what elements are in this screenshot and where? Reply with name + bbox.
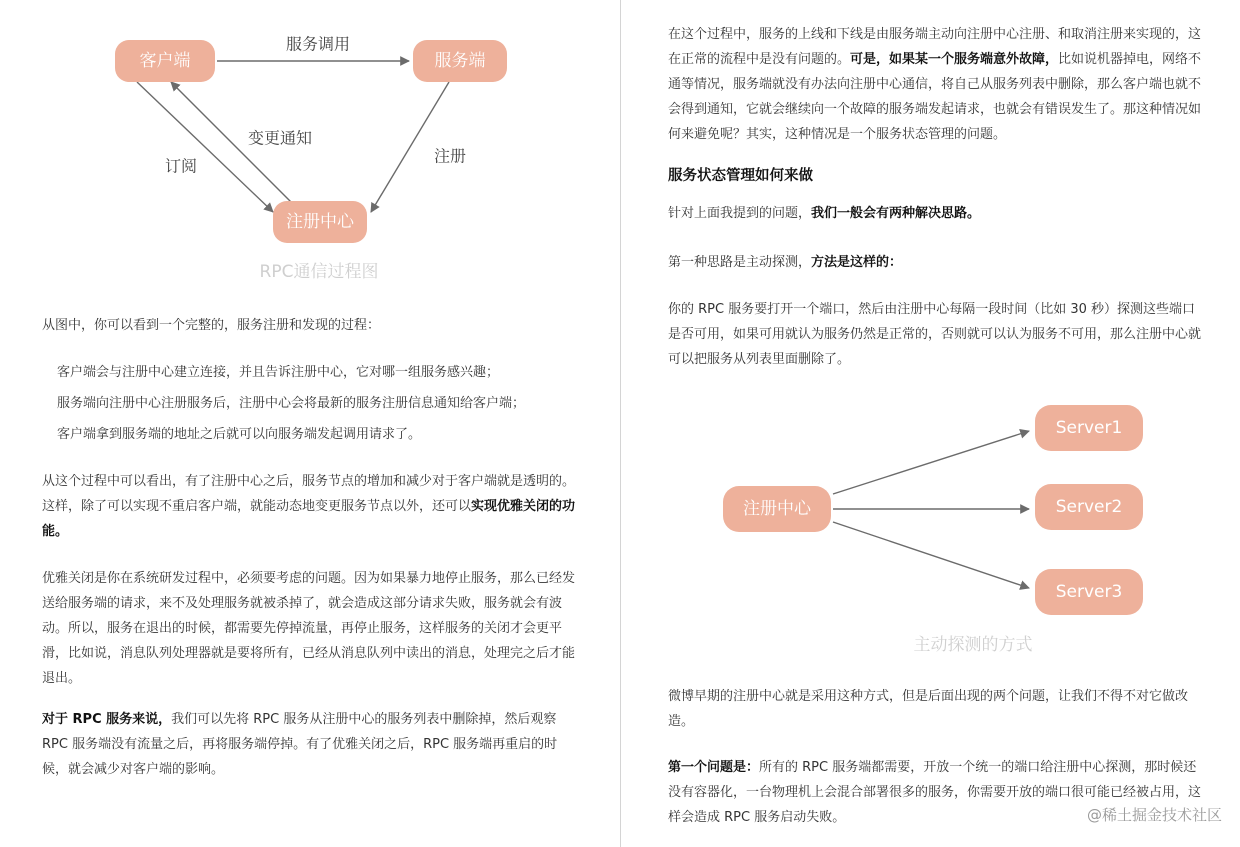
step-item: 客户端拿到服务端的地址之后就可以向服务端发起调用请求了。	[57, 427, 422, 442]
rpc-shutdown-emphasis: 对于 RPC 服务来说，	[42, 712, 172, 727]
solutions-text: 针对上面我提到的问题，	[668, 206, 812, 221]
rpc-communication-diagram	[95, 20, 535, 290]
online-offline-paragraph	[668, 22, 1208, 147]
server2-label: Server2	[1055, 497, 1123, 517]
online-offline-text: 在这个过程中，服务的上线和下线是由服务端主动向注册中心注册、和取消注册来实现的，这在正常的流程中是没有问题的。	[668, 27, 1202, 67]
probe-registry-label: 注册中心	[743, 499, 811, 519]
first-problem-emphasis: 第一个问题是：	[668, 760, 760, 775]
active-probe-diagram	[711, 392, 1181, 667]
failure-text: 比如说机器掉电，网络不通等情况，服务端就没有办法向注册中心通信，将自己从服务列表中删除，那么客户端也就不会得到通知，它就会继续向一个故障的服务端发起请求，也就会有错误发生了。那这种情况如何来避免呢？其实，这种情况是一个服务状态管理的问题。	[668, 52, 1202, 142]
section-heading: 服务状态管理如何来做	[668, 168, 813, 184]
weibo-paragraph: 微博早期的注册中心就是采用这种方式，但是后面出现的两个问题，让我们不得不对它做改造。	[668, 689, 1189, 729]
registry-node-label: 注册中心	[286, 212, 354, 232]
rpc-shutdown-text: 我们可以先将 RPC 服务从注册中心的服务列表中删除掉，然后观察 RPC 服务端没有流量之后，再将服务端停掉。有了优雅关闭之后，RPC 服务端再重启的时候，就会减少对客户端的影响。	[42, 712, 558, 777]
probe-arrow-server3	[833, 522, 1029, 588]
call-label: 服务调用	[285, 34, 351, 54]
graceful-shutdown-emphasis: 实现优雅关闭的功能。	[42, 499, 576, 539]
server1-label: Server1	[1055, 418, 1123, 438]
active-probe-emphasis: 方法是这样的：	[811, 255, 903, 270]
transparency-paragraph	[42, 469, 582, 544]
server-node-label: 服务端	[434, 51, 486, 71]
solutions-paragraph	[668, 201, 1208, 226]
probe-diagram-caption: 主动探测的方式	[913, 635, 1033, 655]
solutions-emphasis: 我们一般会有两种解决思路。	[811, 206, 981, 221]
watermark: @稀土掘金技术社区	[1086, 806, 1222, 824]
server3-label: Server3	[1055, 582, 1123, 602]
client-node-label: 客户端	[139, 51, 191, 71]
rpc-shutdown-paragraph	[42, 707, 582, 782]
failure-emphasis: 可是，如果某一个服务端意外故障，	[850, 52, 1059, 67]
register-label: 注册	[433, 146, 467, 166]
transparency-text: 从这个过程中可以看出，有了注册中心之后，服务节点的增加和减少对于客户端就是透明的。这样，除了可以实现不重启客户端，就能动态地变更服务节点以外，还可以	[42, 474, 576, 514]
diagram-caption: RPC通信过程图	[259, 262, 379, 282]
step-item: 服务端向注册中心注册服务后，注册中心会将最新的服务注册信息通知给客户端；	[57, 396, 526, 411]
probe-arrow-server1	[833, 431, 1029, 494]
probe-description-paragraph: 你的 RPC 服务要打开一个端口，然后由注册中心每隔一段时间（比如 30 秒）探测这些端口是否可用，如果可用就认为服务仍然是正常的，否则就可以认为服务不可用，那么注册中心就可以把服务从列表里面删除了。	[668, 302, 1202, 367]
intro-paragraph: 从图中，你可以看到一个完整的，服务注册和发现的过程：	[42, 318, 381, 333]
subscribe-label: 订阅	[164, 156, 198, 176]
active-probe-text: 第一种思路是主动探测，	[668, 255, 812, 270]
first-problem-text: 所有的 RPC 服务端都需要，开放一个统一的端口给注册中心探测，那时候还没有容器化，一台物理机上会混合部署很多的服务，你需要开放的端口很可能已经被占用，这样会造成 RPC 服务启动失败。	[668, 760, 1202, 825]
notify-label: 变更通知	[247, 128, 313, 148]
active-probe-paragraph	[668, 250, 1208, 275]
right-page	[621, 0, 1240, 847]
step-item: 客户端会与注册中心建立连接，并且告诉注册中心，它对哪一组服务感兴趣；	[57, 365, 500, 380]
graceful-shutdown-paragraph: 优雅关闭是你在系统研发过程中，必须要考虑的问题。因为如果暴力地停止服务，那么已经发送给服务端的请求，来不及处理服务就被杀掉了，就会造成这部分请求失败，服务就会有波动。所以，服务在退出的时候，都需要先停掉流量，再停止服务，这样服务的关闭才会更平滑，比如说，消息队列处理器就是要将所有，已经从消息队列中读出的消息，处理完之后才能退出。	[42, 571, 576, 686]
